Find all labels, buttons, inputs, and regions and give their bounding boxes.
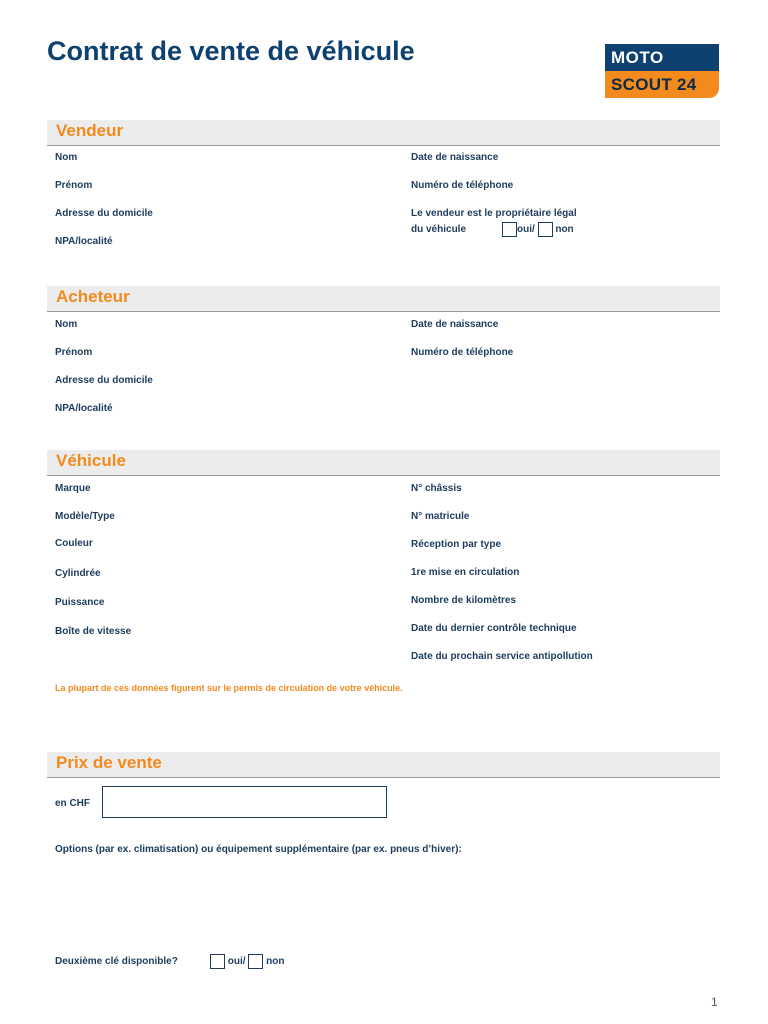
vehicle-cylindree-label: Cylindrée [55,568,101,579]
second-key-no-checkbox[interactable] [248,954,263,969]
buyer-naissance-label: Date de naissance [411,319,499,330]
seller-owner-yes-checkbox[interactable] [502,222,517,237]
vehicle-antipollution-label: Date du prochain service antipollution [411,651,593,662]
seller-adresse-label: Adresse du domicile [55,208,153,219]
vehicle-matricule-label: N° matricule [411,511,470,522]
vehicle-kilometres-label: Nombre de kilomètres [411,595,517,606]
section-buyer-heading: Acheteur [56,287,130,306]
seller-prenom-label: Prénom [55,180,93,191]
motoscout24-logo [605,44,719,98]
page-title: Contrat de vente de véhicule [47,36,415,66]
logo-bottom: SCOUT 24 [605,71,719,98]
section-vehicle-heading: Véhicule [56,451,126,470]
seller-nom-label: Nom [55,152,78,163]
price-options-label: Options (par ex. climatisation) ou équipement supplémentaire (par ex. pneus d’hiver): [55,844,462,855]
logo-top: MOTO [605,44,719,71]
vehicle-couleur-label: Couleur [55,538,93,549]
vehicle-circulation-label: 1re mise en circulation [411,567,520,578]
section-seller [47,120,720,146]
vehicle-marque-label: Marque [55,483,91,494]
second-key-label: Deuxième clé disponible? [55,956,178,967]
page-number: 1 [711,995,718,1009]
seller-naissance-label: Date de naissance [411,152,499,163]
buyer-nom-label: Nom [55,319,78,330]
section-price-heading: Prix de vente [56,753,162,772]
seller-owner-line1: Le vendeur est le propriétaire légal [411,208,577,219]
vehicle-puissance-label: Puissance [55,597,105,608]
buyer-npa-label: NPA/localité [55,403,113,414]
seller-owner-line2: du véhicule [411,224,467,235]
section-price [47,752,720,778]
price-currency-label: en CHF [55,798,90,809]
vehicle-modele-label: Modèle/Type [55,511,115,522]
second-key-options [210,954,284,969]
buyer-prenom-label: Prénom [55,347,93,358]
seller-owner-yes-label: oui/ [517,224,535,236]
vehicle-note: La plupart de ces données figurent sur le permis de circulation de votre véhicule. [55,683,403,693]
price-input[interactable] [102,786,387,818]
seller-npa-label: NPA/localité [55,236,113,247]
vehicle-chassis-label: N° châssis [411,483,462,494]
section-seller-heading: Vendeur [56,121,124,140]
seller-owner-options [502,222,574,237]
second-key-no-label: non [266,956,285,968]
vehicle-controle-label: Date du dernier contrôle technique [411,623,577,634]
vehicle-boite-label: Boîte de vitesse [55,626,132,637]
buyer-adresse-label: Adresse du domicile [55,375,153,386]
seller-telephone-label: Numéro de téléphone [411,180,514,191]
section-vehicle [47,450,720,476]
second-key-yes-checkbox[interactable] [210,954,225,969]
seller-owner-no-checkbox[interactable] [538,222,553,237]
buyer-telephone-label: Numéro de téléphone [411,347,514,358]
section-buyer [47,286,720,312]
seller-owner-no-label: non [555,224,574,236]
second-key-yes-label: oui/ [227,956,246,968]
vehicle-reception-label: Réception par type [411,539,502,550]
